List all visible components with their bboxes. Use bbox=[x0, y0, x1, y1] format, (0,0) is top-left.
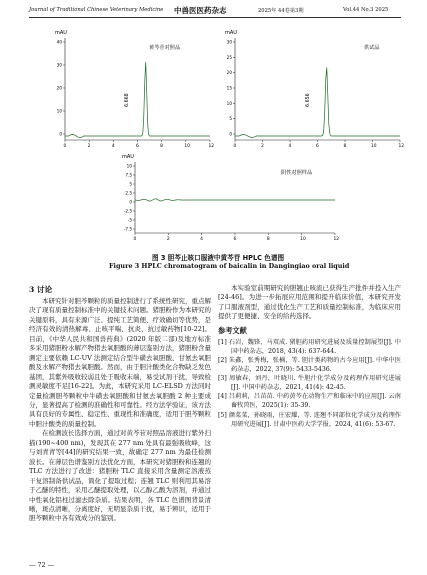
issue-info: 2025年 44卷第3期 bbox=[258, 8, 304, 14]
x-ticks bbox=[234, 140, 405, 149]
y-tick-label: 20 bbox=[56, 85, 62, 91]
y-tick-label: 7.5 bbox=[125, 172, 132, 178]
paragraph: 本实验室前期研究的胆翘止咳流已获得生产批件并投入生产[24-46]。为进一步拓展应用范围和提升临床价值，本研究开发了口服液剂型，通过优化生产工艺和质量控制标准，为临床应用提供了更便捷、安全的给药选择。 bbox=[218, 284, 401, 321]
x-tick-label: 8 bbox=[160, 144, 163, 149]
y-tick-label: 2.5 bbox=[125, 190, 132, 196]
x-tick-label: 6 bbox=[316, 144, 319, 149]
page-number: — 72 — bbox=[29, 561, 54, 569]
journal-cn-logo: 中兽医医药杂志 bbox=[174, 6, 227, 15]
y-tick-label: 5 bbox=[129, 181, 132, 187]
y-tick-label: 10 bbox=[56, 108, 62, 114]
x-ticks bbox=[134, 233, 340, 242]
right-column bbox=[218, 284, 401, 429]
panel-label: 阴性对照样品 bbox=[281, 170, 313, 176]
y-ticks bbox=[57, 40, 65, 137]
x-tick-label: 6 bbox=[136, 144, 139, 149]
chart-panel-negative bbox=[122, 154, 339, 242]
paragraph: 在检测波长选择方面，通过对黄芩苷对照品溶液进行紫外扫描(190~400 nm)，发现其在 277 nm 处具有最强吸收峰，这与刘青青等[44]的研究结果一致，故确定 277 nm 为最佳检测波长。在薄层色谱鉴别方法优化方面，本研究对猪胆粉和连翘的 TLC 方法进行了改进：猪胆粉 TLC 直接采用含量测定溶液蒸干复溶制备供试品，简化了提取过程；连翘 TLC 则利用其易溶于乙醚的特性，采用乙醚提取处理，以乙醇乙酸为溶剂，并通过中性氧化铝柱过滤去除杂质。结果表明，各 TLC 色谱图背景清晰，斑点清晰，分离度好，无明显杂质干扰，易于辨识，适用于胆芩颗粒中各有效成分的鉴别。 bbox=[29, 429, 211, 523]
y-tick-label: 20 bbox=[226, 70, 232, 76]
y-tick-label: 30 bbox=[226, 39, 232, 45]
x-tick-label: 8 bbox=[266, 237, 270, 242]
y-tick-label: 10 bbox=[226, 100, 232, 106]
x-tick-label: 4 bbox=[288, 144, 292, 149]
panel-label: 供试品 bbox=[364, 45, 380, 51]
figure-chromatograms bbox=[0, 0, 427, 250]
paragraph: 本研究针对胆芩颗粒的质量控制进行了系统性研究，重点解决了现有质量控制标准中的关键技术问题。猪胆粉作为本研究的关键原料，具有来源广泛、提纯工艺简便、疗效确切等优势，是经济有效的清热解毒、止咳平喘、抗炎、抗过敏药物[10-22]。目前，《中华人民共和国兽药典》(2020 年版二部)及地方标准多采用猪胆粉水解产物猪去氧胆酸的薄层鉴别方法，猪胆粉含量测定主要依赖 LC-UV 法测定结合型牛磺去氧胆酸、甘氨去氧胆酸及水解产物猪去氧胆酸。然而，由于胆汁酸类化合物缺乏发色基团，其紫外吸收较弱且处于吸收末端，易受试剂干扰，导致检测灵敏度不足[16-22]。为此，本研究采用 LC-ELSD 方法同时定量检测胆芩颗粒中牛磺去氧胆酸和甘氨去氧胆酸 2 种主要成分，显著提高了检测的准确性和可靠性。经方法学验证，该方法具有良好的专属性、稳定性、重现性和准确度，适用于胆芩颗粒中胆汁酸类的质量控制。 bbox=[29, 297, 211, 428]
peak-retention-label: 6.668 bbox=[125, 93, 130, 107]
references-title: 参考文献 bbox=[218, 325, 247, 335]
x-tick-label: 0 bbox=[233, 144, 237, 149]
journal-name: Journal of Traditional Chinese Veterinary Medicine bbox=[29, 7, 164, 13]
y-axis-unit: mAU bbox=[225, 30, 237, 36]
chart-panel-sample bbox=[225, 30, 404, 149]
figure-caption-cn: 图 3 胆芩止咳口服液中黄芩苷 HPLC 色谱图 bbox=[152, 254, 285, 262]
left-column bbox=[29, 297, 211, 524]
y-tick-label: 0 bbox=[59, 131, 62, 137]
y-tick-label: 5 bbox=[229, 116, 232, 122]
chromatogram-trace bbox=[135, 199, 335, 201]
reference-item: [5] 颜菜菜，孙晓雨，庄宏耀，等. 连翘不同部位化学成分及药理作用研究进展[J]. 甘肃中医药大学学报，2024, 41(6): 53-67. bbox=[218, 411, 401, 428]
x-tick-label: 10 bbox=[300, 237, 306, 242]
reference-item: [4] 吕莉莉，吕苗苗. 中药黄芩在动物生产和临床中的应用[J]. 云南畜牧兽医，2025(1): 35-39. bbox=[218, 393, 401, 410]
y-tick-label: -2.5 bbox=[123, 208, 132, 214]
chromatogram-trace bbox=[65, 62, 210, 137]
x-tick-label: 4 bbox=[111, 144, 115, 149]
y-tick-label: -7.5 bbox=[123, 226, 132, 232]
reference-item: [3] 周敏春，刘丹，叶晓川. 牛胆汁化学成分及药理作用研究进展[J]. 中国中药杂志，2021, 41(4): 42-45. bbox=[218, 375, 401, 392]
chart-panel-reference bbox=[55, 30, 214, 149]
x-tick-label: 12 bbox=[208, 144, 215, 149]
x-tick-label: 0 bbox=[63, 144, 67, 149]
y-ticks bbox=[124, 164, 135, 232]
x-tick-label: 12 bbox=[333, 237, 340, 242]
x-tick-label: 2 bbox=[87, 144, 91, 149]
x-tick-label: 4 bbox=[200, 237, 203, 242]
x-tick-label: 2 bbox=[261, 144, 264, 149]
x-ticks bbox=[64, 140, 215, 149]
x-tick-label: 2 bbox=[166, 237, 170, 242]
y-axis-unit: mAU bbox=[122, 154, 134, 160]
y-tick-label: 40 bbox=[56, 39, 62, 45]
volume-info: Vol.44 No.3 2025 bbox=[343, 7, 389, 13]
y-tick-label: 10 bbox=[126, 163, 132, 169]
x-tick-label: 0 bbox=[133, 237, 137, 242]
chromatogram-trace bbox=[235, 68, 400, 138]
figure-caption-en: Figure 3 HPLC chromatogram of baicalin in Dangingiao oral liquid bbox=[109, 262, 350, 270]
peak-retention-label: 6.656 bbox=[306, 93, 311, 107]
y-tick-label: -5 bbox=[127, 217, 132, 223]
x-tick-label: 10 bbox=[371, 144, 377, 149]
x-tick-label: 12 bbox=[398, 144, 405, 149]
x-tick-label: 6 bbox=[233, 237, 237, 242]
x-tick-label: 10 bbox=[184, 144, 190, 149]
y-ticks bbox=[227, 40, 235, 137]
panel-label: 黄芩苷对照品 bbox=[149, 45, 181, 51]
section-title: 3 讨论 bbox=[29, 285, 53, 294]
reference-item: [2] 朱鑫，张秀梅，张楠，等. 胆汁类药物的古今应用[J]. 中华中医药杂志，2022, 37(9): 5433-5436. bbox=[218, 357, 401, 374]
y-tick-label: 0 bbox=[129, 199, 132, 205]
y-axis-unit: mAU bbox=[55, 30, 67, 36]
y-tick-label: 0 bbox=[229, 131, 232, 137]
reference-item: [1] 石岩，魏锋，马双成. 猪胆药用研究进展及质量控制展望[J]. 中国中药杂志，2018, 43(4): 637-644. bbox=[218, 338, 401, 355]
y-tick-label: 15 bbox=[226, 85, 232, 91]
x-tick-label: 8 bbox=[343, 144, 347, 149]
y-tick-label: 25 bbox=[226, 54, 232, 60]
y-tick-label: 30 bbox=[56, 62, 62, 68]
